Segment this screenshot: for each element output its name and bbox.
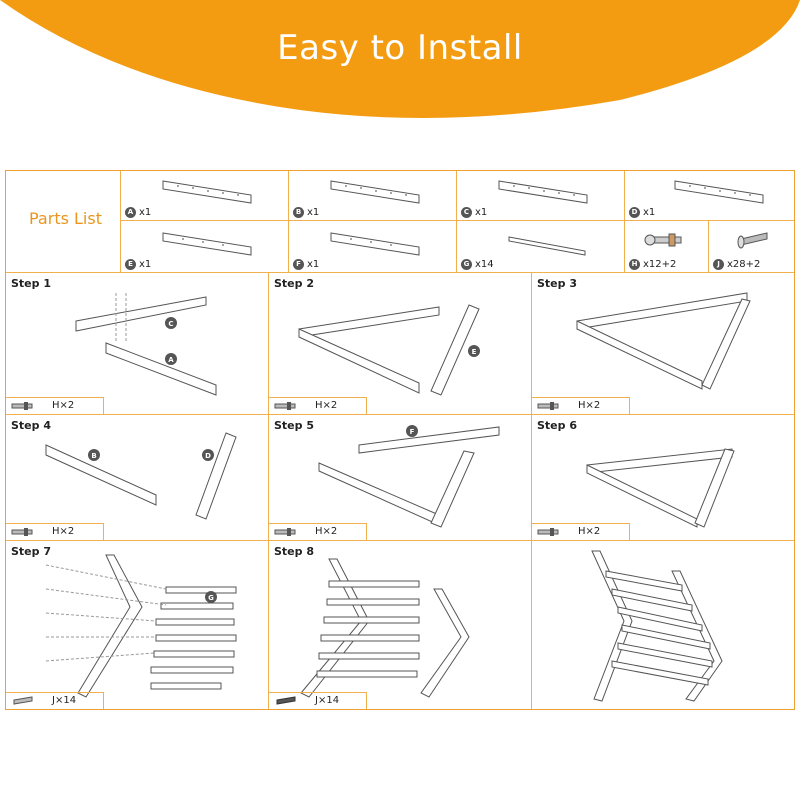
step-2-title: Step 2 xyxy=(274,277,314,290)
step-7-drawing xyxy=(6,541,269,709)
step-1-title: Step 1 xyxy=(11,277,51,290)
step-4-label-b: B xyxy=(91,452,97,460)
step-8-panel xyxy=(269,541,532,709)
step-7-title: Step 7 xyxy=(11,545,51,558)
part-label-j: J x28+2 xyxy=(713,259,760,270)
part-label-f: F x1 xyxy=(293,259,319,270)
step-3-drawing xyxy=(532,273,794,415)
part-label-c: C x1 xyxy=(461,207,487,218)
step-2-panel xyxy=(269,273,532,415)
step-5-panel xyxy=(269,415,532,541)
step-5-title: Step 5 xyxy=(274,419,314,432)
part-cell-j xyxy=(709,221,794,273)
part-cell-d xyxy=(625,171,794,221)
part-label-d: D x1 xyxy=(629,207,655,218)
part-cell-a xyxy=(121,171,289,221)
parts-list-title-cell xyxy=(6,171,121,273)
step-8-hardware: J×14 xyxy=(269,692,367,709)
step-7-label-g: G xyxy=(208,594,214,602)
step-4-panel xyxy=(6,415,269,541)
part-cell-c xyxy=(457,171,625,221)
step-2-label-e: E xyxy=(471,348,477,356)
part-cell-b xyxy=(289,171,457,221)
step-2-hardware: H×2 xyxy=(269,397,367,414)
part-label-b: B x1 xyxy=(293,207,319,218)
part-label-g: G x14 xyxy=(461,259,494,270)
step-2-drawing xyxy=(269,273,532,415)
step-6-panel xyxy=(532,415,794,541)
step-5-label-f: F xyxy=(409,428,415,436)
step-8-drawing xyxy=(269,541,532,709)
page-title: Easy to Install xyxy=(277,28,523,68)
step-6-hardware: H×2 xyxy=(532,523,630,540)
step-4-title: Step 4 xyxy=(11,419,51,432)
step-1-label-c: C xyxy=(168,320,174,328)
step-4-label-d: D xyxy=(205,452,211,460)
step-6-title: Step 6 xyxy=(537,419,577,432)
parts-list-title: Parts List xyxy=(29,209,102,228)
part-cell-g xyxy=(457,221,625,273)
step-3-hardware: H×2 xyxy=(532,397,630,414)
step-1-hardware: H×2 xyxy=(6,397,104,414)
final-assembly-panel xyxy=(532,541,794,709)
step-4-hardware: H×2 xyxy=(6,523,104,540)
step-1-label-a: A xyxy=(168,356,174,364)
part-cell-e xyxy=(121,221,289,273)
step-5-hardware: H×2 xyxy=(269,523,367,540)
part-cell-h xyxy=(625,221,709,273)
step-3-panel xyxy=(532,273,794,415)
step-7-hardware: J×14 xyxy=(6,692,104,709)
step-8-title: Step 8 xyxy=(274,545,314,558)
step-1-drawing xyxy=(6,273,269,415)
part-cell-f xyxy=(289,221,457,273)
part-label-e: E x1 xyxy=(125,259,151,270)
step-7-panel xyxy=(6,541,269,709)
assembled-ladder-drawing xyxy=(532,541,794,709)
part-label-a: A x1 xyxy=(125,207,151,218)
part-label-h: H x12+2 xyxy=(629,259,676,270)
step-3-title: Step 3 xyxy=(537,277,577,290)
step-1-panel xyxy=(6,273,269,415)
instruction-sheet xyxy=(5,170,795,710)
